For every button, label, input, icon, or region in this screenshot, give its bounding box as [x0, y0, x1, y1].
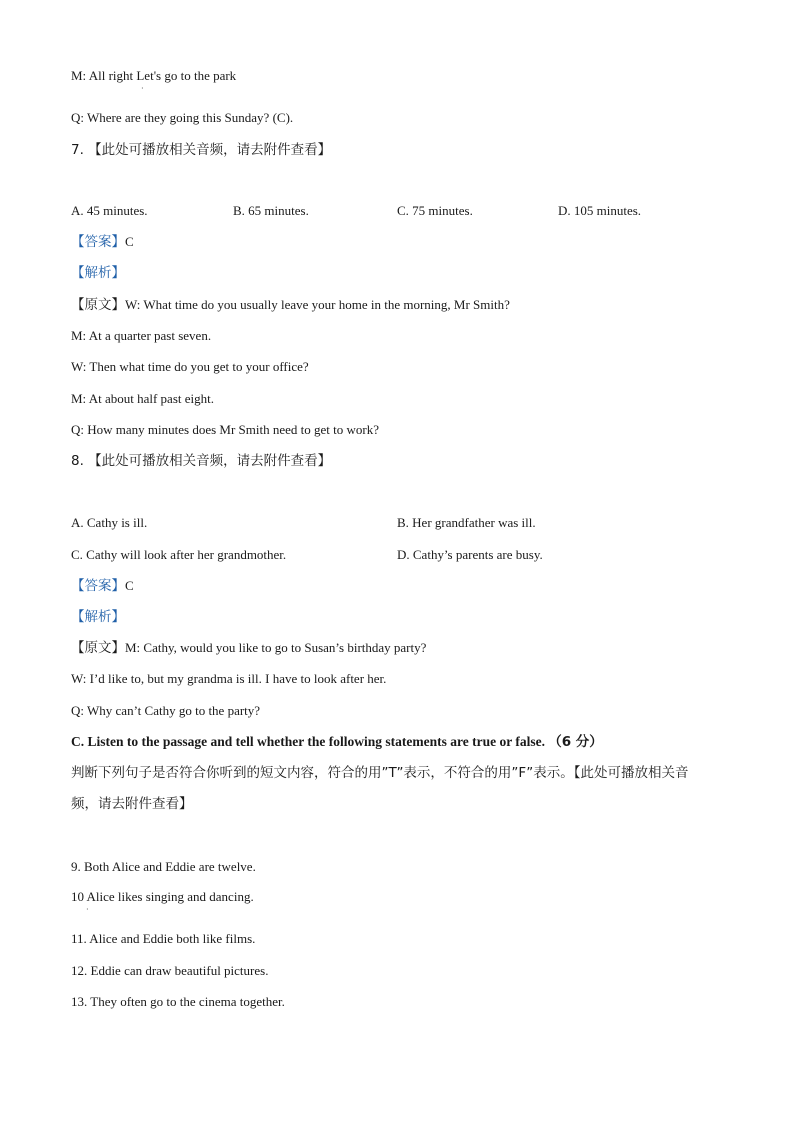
q7-option-d: D. 105 minutes.	[558, 203, 642, 218]
dialogue-line: M: At about half past eight.	[71, 391, 214, 406]
statement-13: 13. They often go to the cinema together.	[71, 994, 285, 1009]
dialogue-line: M: All right Let's go to the park	[71, 68, 237, 83]
q8-option-c: C. Cathy will look after her grandmother.	[71, 547, 287, 562]
answer-tag: 【答案】	[71, 578, 125, 594]
question-line: Q: Where are they going this Sunday? (C).	[71, 110, 294, 125]
original-tag: 【原文】	[71, 297, 125, 313]
statement-10: 10 Alice likes singing and dancing.	[71, 889, 254, 904]
question-8-title: 8. 【此处可播放相关音频，请去附件查看】	[71, 453, 332, 469]
statement-11: 11. Alice and Eddie both like films.	[71, 931, 256, 946]
section-c-score: （6 分）	[548, 734, 603, 750]
section-c-title: C. Listen to the passage and tell whether the following statements are true or false.	[71, 734, 545, 749]
dialogue-line: W: Then what time do you get to your office?	[71, 359, 309, 374]
section-c-instruction-cont: 频，请去附件查看】	[71, 796, 193, 812]
q8-analysis-row	[71, 608, 125, 626]
original-text: W: What time do you usually leave your home in the morning, Mr Smith?	[125, 297, 510, 312]
answer-value: C	[125, 578, 134, 593]
q7-option-b: B. 65 minutes.	[233, 203, 309, 218]
original-text: M: Cathy, would you like to go to Susan’s birthday party?	[125, 640, 427, 655]
dialogue-line: W: I’d like to, but my grandma is ill. I have to look after her.	[71, 671, 387, 686]
dot-mark: ·	[141, 84, 144, 93]
q8-option-b: B. Her grandfather was ill.	[397, 515, 536, 530]
question-7-title: 7. 【此处可播放相关音频，请去附件查看】	[71, 142, 332, 158]
q7-analysis-row	[71, 264, 125, 282]
original-tag: 【原文】	[71, 640, 125, 656]
dialogue-line: M: At a quarter past seven.	[71, 328, 212, 343]
q8-option-d: D. Cathy’s parents are busy.	[397, 547, 543, 562]
section-c-heading	[71, 733, 603, 751]
q8-answer-row	[71, 577, 134, 595]
q8-original-row	[71, 639, 426, 657]
answer-tag: 【答案】	[71, 234, 125, 250]
q8-option-a: A. Cathy is ill.	[71, 515, 148, 530]
analysis-tag: 【解析】	[71, 265, 125, 281]
q7-option-c: C. 75 minutes.	[397, 203, 473, 218]
q7-option-a: A. 45 minutes.	[71, 203, 148, 218]
section-c-instruction: 判断下列句子是否符合你听到的短文内容，符合的用”T”表示，不符合的用”F”表示。【此处可播放相关音	[71, 765, 689, 781]
dot-mark: ·	[86, 905, 89, 914]
q7-original-row	[71, 296, 510, 314]
answer-value: C	[125, 234, 134, 249]
analysis-tag: 【解析】	[71, 609, 125, 625]
statement-12: 12. Eddie can draw beautiful pictures.	[71, 963, 269, 978]
question-line: Q: How many minutes does Mr Smith need to get to work?	[71, 422, 379, 437]
question-line: Q: Why can’t Cathy go to the party?	[71, 703, 261, 718]
statement-9: 9. Both Alice and Eddie are twelve.	[71, 859, 256, 874]
q7-answer-row	[71, 233, 134, 251]
